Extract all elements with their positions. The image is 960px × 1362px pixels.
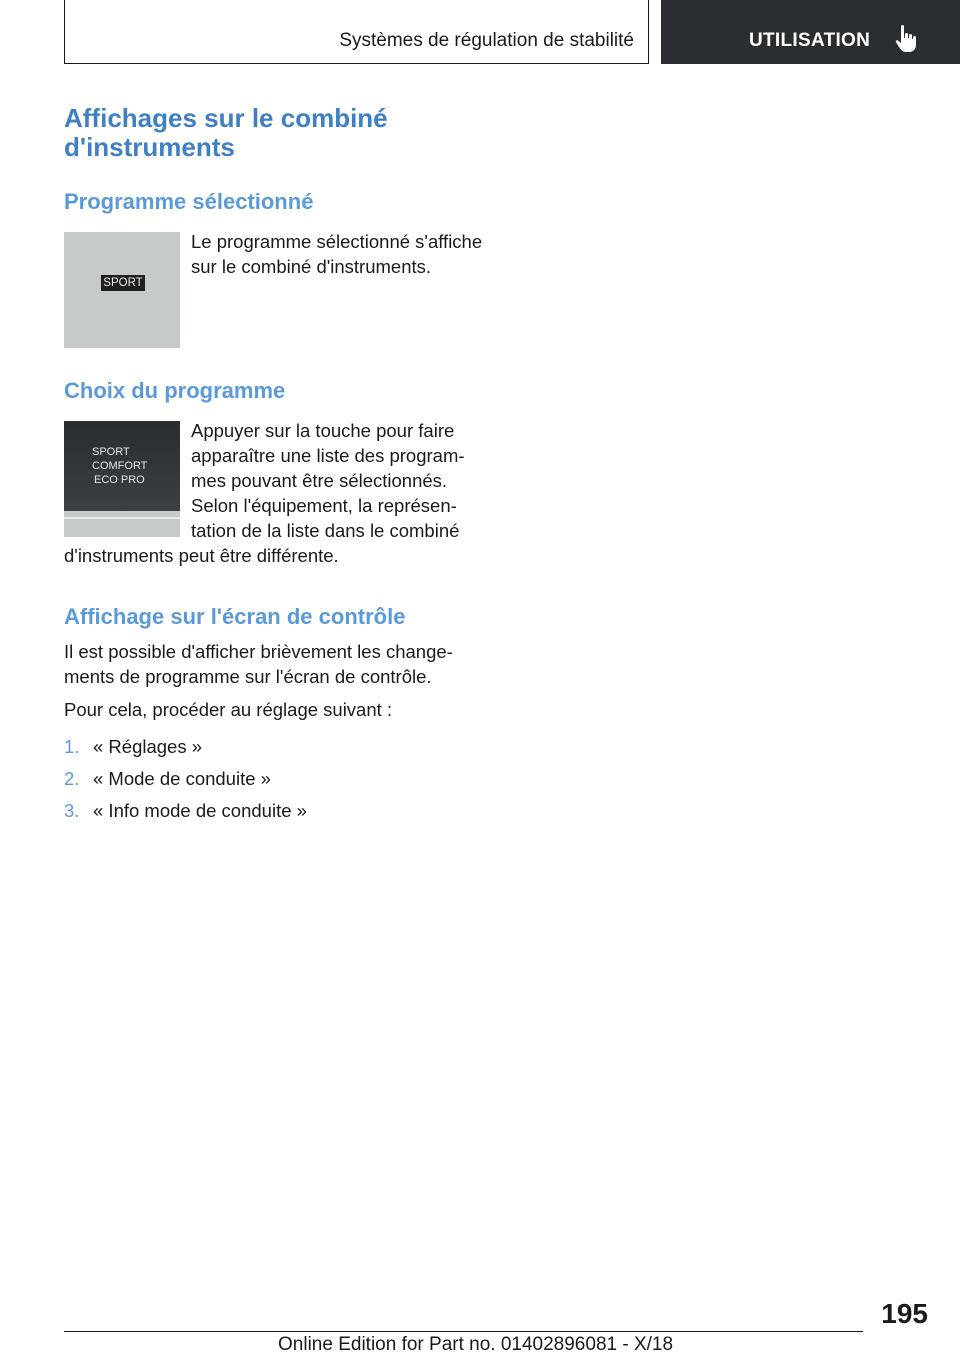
edition-note: Online Edition for Part no. 01402896081 - X/18 — [278, 1334, 674, 1355]
program-option-comfort: COMFORT — [92, 460, 148, 472]
page-number: 195 — [881, 1298, 928, 1329]
program-choice-text — [64, 418, 483, 568]
figure-spacer — [64, 418, 191, 536]
step-number: 1. — [64, 736, 80, 757]
sport-display-figure — [64, 232, 180, 348]
control-display-paragraph-1: Il est possible d'afficher brièvement les changements de programme sur l'écran de contrôle. — [64, 641, 453, 687]
step-text: « Réglages » — [93, 736, 203, 757]
step-text: « Info mode de conduite » — [93, 800, 307, 821]
program-choice-paragraph: Appuyer sur la touche pour faire apparaître une liste des programmes pouvant être sélectionnés. Selon l'équipement, la représentation de la liste dans le combiné d'instruments peut être différente. — [64, 420, 465, 566]
footer-divider — [64, 1331, 863, 1332]
chapter-tab[interactable] — [661, 0, 960, 64]
selected-program-text: Le programme sélectionné s'affiche sur le combiné d'instruments. — [191, 231, 483, 277]
step-number: 2. — [64, 768, 80, 789]
page-title: Affichages sur le combiné d'instruments — [64, 103, 388, 162]
section-heading-program-choice: Choix du programme — [64, 378, 286, 403]
program-option-sport: SPORT — [92, 446, 130, 458]
control-display-paragraph-2: Pour cela, procéder au réglage suivant : — [64, 699, 393, 720]
sport-badge: SPORT — [101, 275, 145, 291]
step-text: « Mode de conduite » — [93, 768, 271, 789]
program-option-eco-pro: ECO PRO — [94, 474, 145, 486]
chapter-tab-label: UTILISATION — [749, 30, 871, 51]
pointing-hand-icon — [895, 24, 921, 54]
section-heading-selected-program: Programme sélectionné — [64, 189, 314, 214]
section-title: Systèmes de régulation de stabilité — [339, 30, 634, 51]
header-section-box — [64, 0, 649, 64]
step-number: 3. — [64, 800, 80, 821]
section-heading-control-display: Affichage sur l'écran de contrôle — [64, 604, 406, 629]
